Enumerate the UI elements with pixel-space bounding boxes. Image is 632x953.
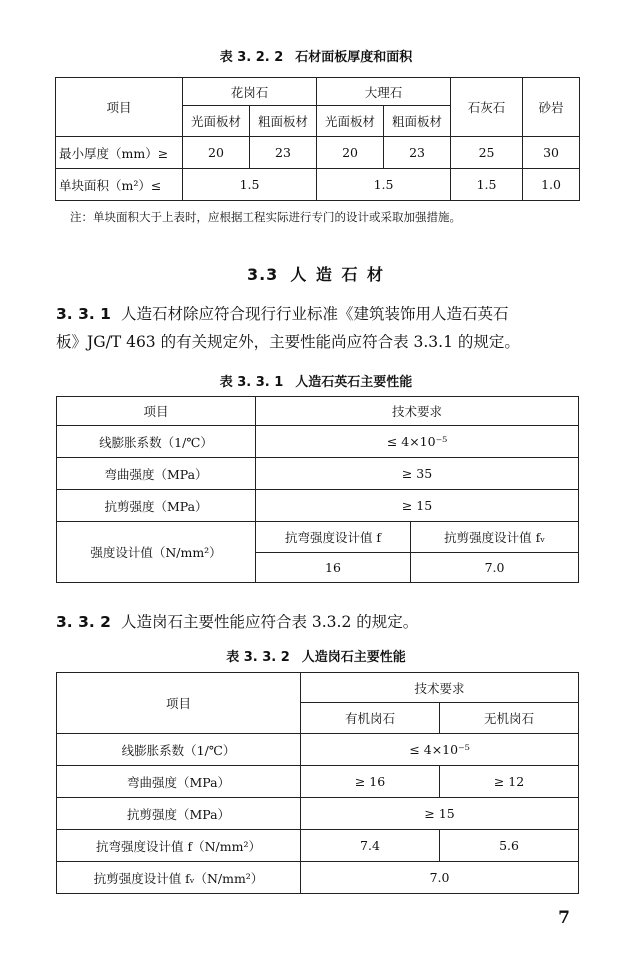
section-title: 人 造 石 材 (290, 265, 386, 284)
table-row (56, 169, 580, 201)
table-3-2-2 (55, 77, 580, 201)
cell: ≥ 16 (301, 766, 440, 798)
head-requirement: 技术要求 (301, 673, 579, 703)
row-label: 单块面积（m²）≤ (56, 169, 183, 201)
cell: ≥ 35 (256, 458, 579, 490)
paragraph-line: 人造石材除应符合现行行业标准《建筑装饰用人造石英石 (120, 305, 509, 323)
cell: ≥ 15 (301, 798, 579, 830)
row-label: 强度设计值（N/mm²） (57, 522, 256, 583)
cell: ≥ 12 (440, 766, 579, 798)
cell: 25 (451, 137, 523, 169)
cell: 23 (384, 137, 451, 169)
cell: 1.5 (317, 169, 451, 201)
table-row (57, 426, 579, 458)
cell: ≤ 4×10⁻⁵ (301, 734, 579, 766)
caption-number: 表 3. 2. 2 (219, 50, 284, 65)
cell: 1.5 (183, 169, 317, 201)
clause-number: 3. 3. 2 (56, 613, 111, 631)
table-row (57, 798, 579, 830)
sub-head: 抗弯强度设计值 f (256, 522, 411, 553)
table-3-3-1 (56, 396, 579, 583)
caption-number: 表 3. 3. 1 (219, 375, 284, 390)
row-label: 抗弯强度设计值 f（N/mm²） (57, 830, 301, 862)
table-row (57, 734, 579, 766)
table-3-3-1-caption (0, 371, 632, 390)
table-3-2-2-caption (0, 46, 632, 65)
sub-head: 抗剪强度设计值 fᵥ (411, 522, 579, 553)
row-label: 抗剪强度（MPa） (57, 798, 301, 830)
row-label: 弯曲强度（MPa） (57, 458, 256, 490)
cell: ≤ 4×10⁻⁵ (256, 426, 579, 458)
head-item: 项目 (57, 397, 256, 426)
cell: 7.4 (301, 830, 440, 862)
cell: 20 (317, 137, 384, 169)
cell: 1.5 (451, 169, 523, 201)
cell: 20 (183, 137, 250, 169)
clause-number: 3. 3. 1 (56, 305, 111, 323)
head-marble: 大理石 (317, 78, 451, 106)
cell: 7.0 (301, 862, 579, 894)
cell: 1.0 (523, 169, 580, 201)
cell: 7.0 (411, 553, 579, 583)
paragraph-3-3-1 (56, 300, 596, 356)
row-label: 弯曲强度（MPa） (57, 766, 301, 798)
table-3-3-2-caption (0, 646, 632, 665)
paragraph-line: 人造岗石主要性能应符合表 3.3.2 的规定。 (120, 613, 419, 631)
table-row (57, 766, 579, 798)
head-rough: 粗面板材 (384, 106, 451, 137)
cell: 5.6 (440, 830, 579, 862)
cell: 23 (250, 137, 317, 169)
table-row (57, 490, 579, 522)
row-label: 线膨胀系数（1/℃） (57, 426, 256, 458)
row-label: 最小厚度（mm）≥ (56, 137, 183, 169)
cell: 30 (523, 137, 580, 169)
head-requirement: 技术要求 (256, 397, 579, 426)
caption-title: 石材面板厚度和面积 (295, 50, 413, 65)
table-3-3-2 (56, 672, 579, 894)
table-row (57, 830, 579, 862)
cell: ≥ 15 (256, 490, 579, 522)
table-row (57, 522, 579, 553)
head-polished: 光面板材 (317, 106, 384, 137)
head-sandstone: 砂岩 (523, 78, 580, 137)
cell: 16 (256, 553, 411, 583)
row-label: 抗剪强度设计值 fᵥ（N/mm²） (57, 862, 301, 894)
section-number: 3.3 (246, 265, 279, 284)
head-item: 项目 (57, 673, 301, 734)
row-label: 抗剪强度（MPa） (57, 490, 256, 522)
caption-title: 人造岗石主要性能 (301, 650, 406, 665)
paragraph-3-3-2 (56, 608, 596, 636)
table-row (57, 458, 579, 490)
head-item: 项目 (56, 78, 183, 137)
head-inorganic: 无机岗石 (440, 703, 579, 734)
head-organic: 有机岗石 (301, 703, 440, 734)
paragraph-line: 板》JG/T 463 的有关规定外，主要性能尚应符合表 3.3.1 的规定。 (56, 333, 520, 351)
head-polished: 光面板材 (183, 106, 250, 137)
head-rough: 粗面板材 (250, 106, 317, 137)
table-note: 注：单块面积大于上表时，应根据工程实际进行专门的设计或采取加强措施。 (70, 210, 461, 224)
head-granite: 花岗石 (183, 78, 317, 106)
caption-number: 表 3. 3. 2 (226, 650, 290, 665)
table-row (56, 137, 580, 169)
table-row (57, 862, 579, 894)
page-number: 7 (558, 908, 570, 928)
head-limestone: 石灰石 (451, 78, 523, 137)
section-heading (0, 262, 632, 285)
caption-title: 人造石英石主要性能 (295, 375, 413, 390)
row-label: 线膨胀系数（1/℃） (57, 734, 301, 766)
